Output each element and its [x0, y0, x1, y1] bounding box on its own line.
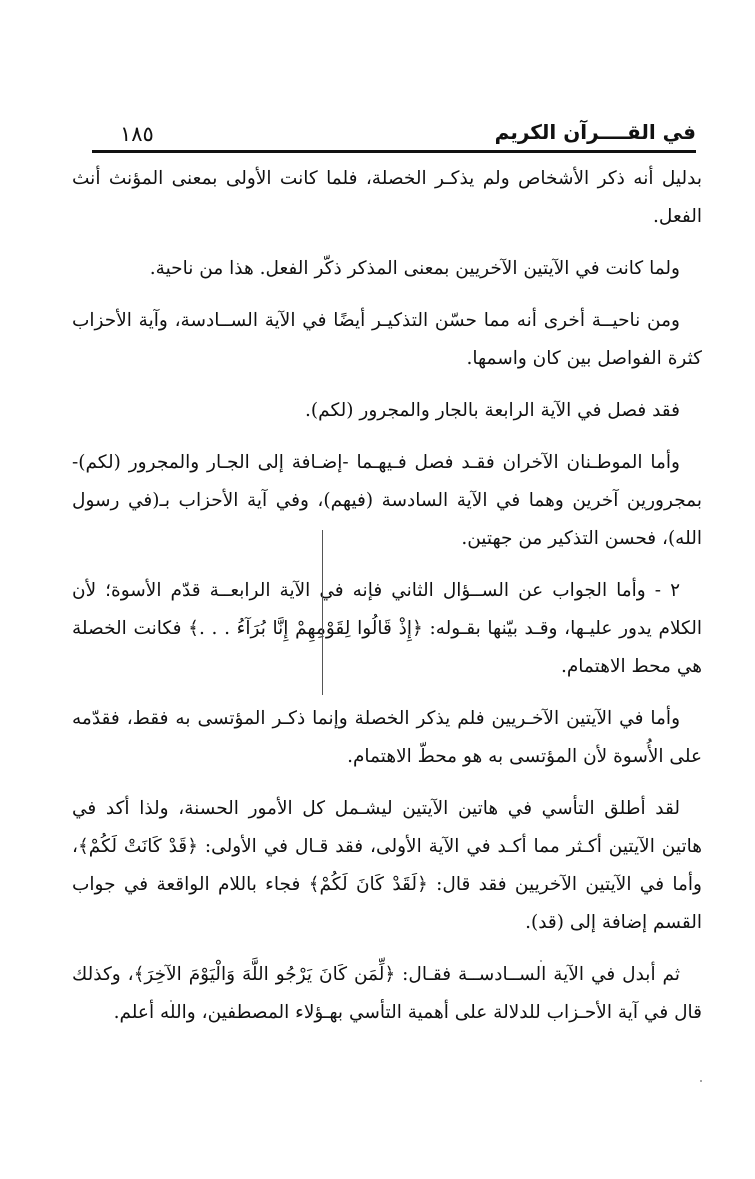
scan-artifact-line — [322, 530, 323, 695]
scan-speck — [700, 1080, 702, 1082]
running-title: في القــــرآن الكريم — [494, 120, 696, 144]
page-header — [92, 114, 696, 154]
body-text — [72, 160, 702, 1046]
paragraph-7: وأما في الآيتين الآخـريين فلم يذكر الخصلة وإنما ذكـر المؤتسى به فقط، فقدّمه على الأُسوة لأن المؤتسى به هو محطّ الاهتمام. — [72, 708, 702, 767]
header-rule — [92, 150, 696, 153]
paragraph-1: بدليل أنه ذكر الأشخاص ولم يذكـر الخصلة، فلما كانت الأولى بمعنى المؤنث أنث الفعل. — [72, 168, 702, 227]
paragraph-8: لقد أطلق التأسي في هاتين الآيتين ليشـمل كل الأمور الحسنة، ولذا أكد في هاتين الآيتين أكـثر مما أكـد في الآية الأولى، فقد قـال في الأولى: ﴿قَدْ كَانَتْ لَكُمْ﴾، وأما في الآيتين الآخريين فقد قال: ﴿لَقَدْ كَانَ لَكُمْ﴾ فجاء باللام الواقعة في جواب القسم إضافة إلى (قد). — [72, 798, 702, 933]
paragraph-2: ولما كانت في الآيتين الآخريين بمعنى المذكر ذكّر الفعل. هذا من ناحية. — [149, 258, 680, 279]
scan-speck — [540, 960, 542, 962]
paragraph-5: وأما الموطـنان الآخران فقـد فصل فـيهـما -إضـافة إلى الجـار والمجرور (لكم)- بمجرورين آخرين وهما في الآية السادسة (فيهم)، وفي آية الأحزاب بـ(في رسول الله)، فحسن التذكير من جهتين. — [72, 452, 702, 549]
page-number: ١٨٥ — [120, 122, 154, 146]
scan-speck — [170, 1000, 172, 1002]
paragraph-3: ومن ناحيــة أخرى أنه مما حسّن التذكيـر أيضًا في الآية الســادسة، وآية الأحزاب كثرة الفواصل بين كان واسمها. — [72, 310, 702, 369]
paragraph-9: ثم أبدل في الآية الســادســة فقـال: ﴿لِّمَن كَانَ يَرْجُو اللَّهَ وَالْيَوْمَ الآخِرَ﴾، وكذلك قال في آية الأحـزاب للدلالة على أهمية التأسي بهـؤلاء المصطفين، والله أعلم. — [72, 964, 702, 1023]
paragraph-4: فقد فصل في الآية الرابعة بالجار والمجرور (لكم). — [305, 400, 680, 421]
paragraph-6: ٢ - وأما الجواب عن الســؤال الثاني فإنه في الآية الرابعــة قدّم الأسوة؛ لأن الكلام يدور عليـها، وقـد بيّنها بقـوله: ﴿إِذْ قَالُوا لِقَوْمِهِمْ إِنَّا بُرَآءُ . . .﴾ فكانت الخصلة هي محط الاهتمام. — [72, 580, 702, 677]
